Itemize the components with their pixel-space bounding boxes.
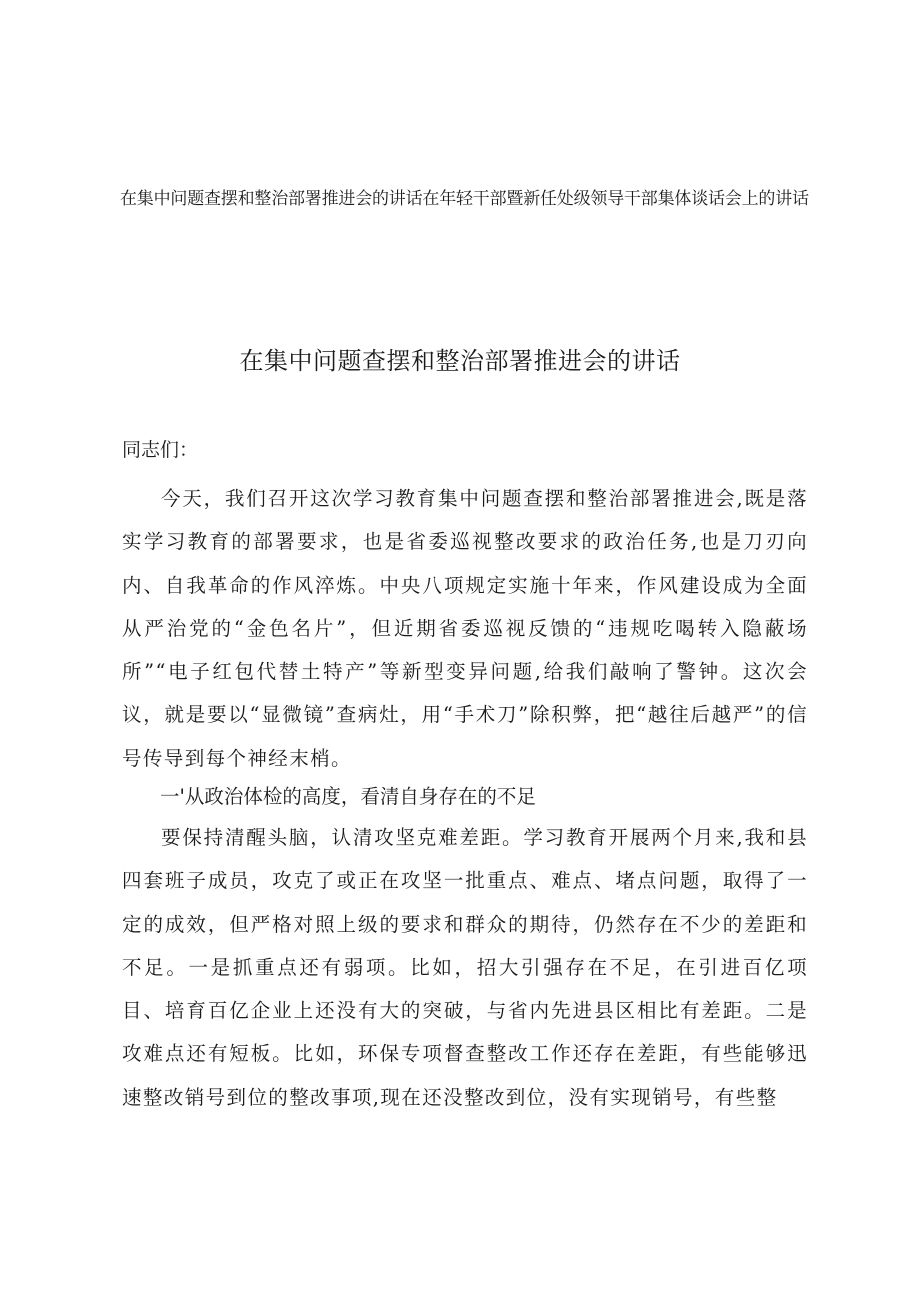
section-heading: 一'从政治体检的高度，看清自身存在的不足 (160, 785, 536, 808)
speech-title: 在集中问题查摆和整治部署推进会的讲话 (239, 347, 681, 375)
salutation: 同志们： (122, 439, 199, 461)
paragraph-intro: 今天，我们召开这次学习教育集中问题查摆和整治部署推进会,既是落实学习教育的部署要求，也是省委巡视整改要求的政治任务,也是刀刃向内、自我革命的作风淬炼。中央八项规定实施十年来，作风建设成为全面从严治党的“金色名片”，但近期省委巡视反馈的“违规吃喝转入隐蔽场所”“电子红包代替土特产”等新型变异问题,给我们敲响了警钟。这次会议，就是要以“显微镜”查病灶，用“手术刀”除积弊，把“越往后越严”的信号传导到每个神经末梢。 (122, 487, 808, 770)
paragraph-body: 要保持清醒头脑，认清攻坚克难差距。学习教育开展两个月来,我和县四套班子成员，攻克了或正在攻坚一批重点、难点、堵点问题，取得了一定的成效，但严格对照上级的要求和群众的期待，仍然存在不少的差距和不足。一是抓重点还有弱项。比如，招大引强存在不足，在引进百亿项目、培育百亿企业上还没有大的突破，与省内先进县区相比有差距。二是攻难点还有短板。比如，环保专项督查整改工作还存在差距，有些能够迅速整改销号到位的整改事项,现在还没整改到位，没有实现销号，有些整 (122, 826, 808, 1109)
document-heading: 在集中问题查摆和整治部署推进会的讲话在年轻干部暨新任处级领导干部集体谈话会上的讲话 (120, 189, 809, 209)
